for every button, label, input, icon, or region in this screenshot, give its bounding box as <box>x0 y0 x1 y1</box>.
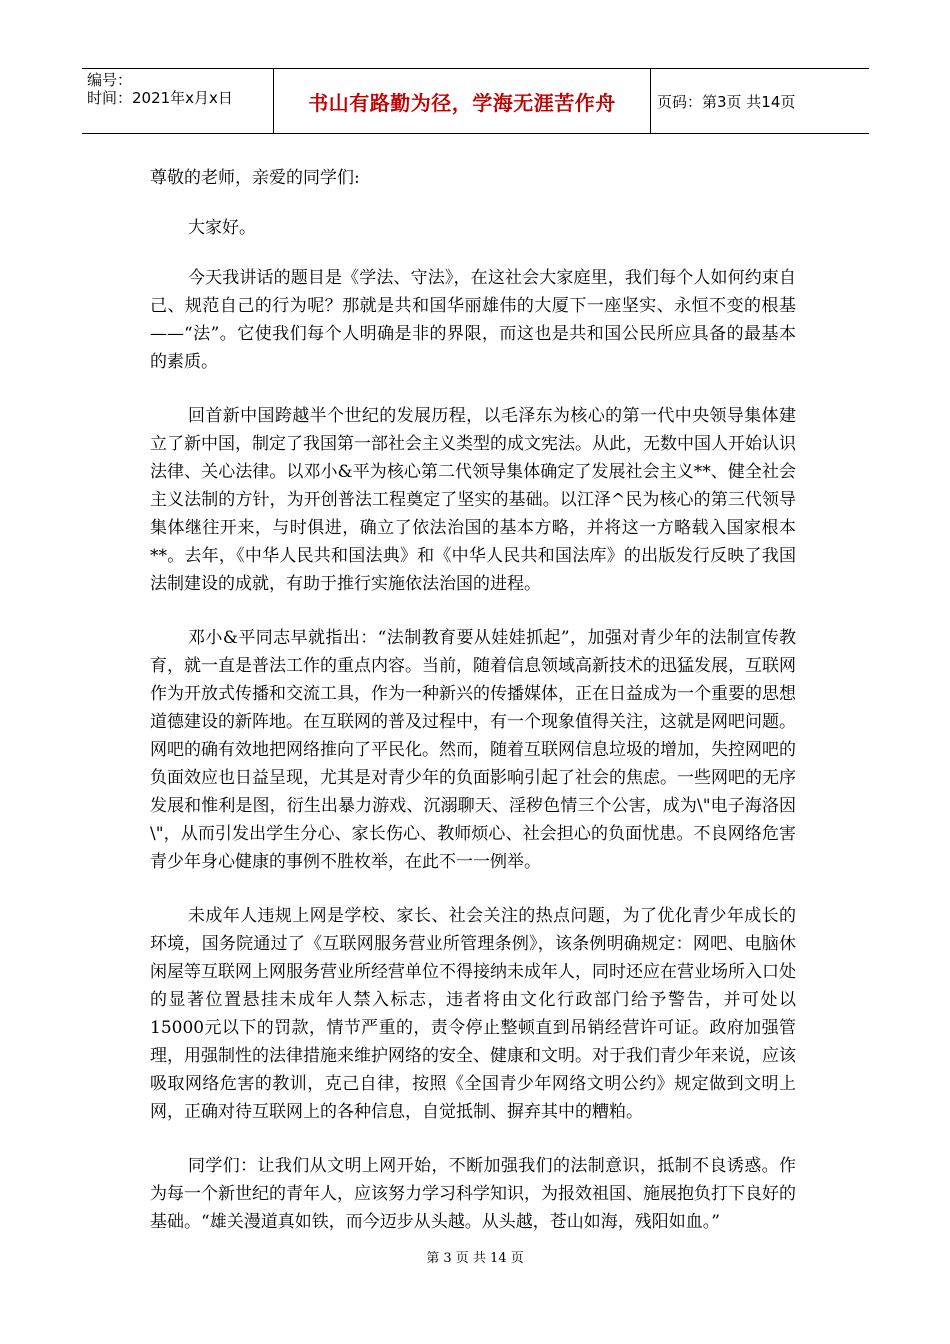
header-motto: 书山有路勤为径，学海无涯苦作舟 <box>308 90 616 115</box>
paragraph-topic: 今天我讲话的题目是《学法、守法》，在这社会大家庭里，我们每个人如何约束自己、规范自己的行为呢？那就是共和国华丽雄伟的大厦下一座坚实、永恒不变的根基——“法”。它使我们每个人明确是非的界限，而这也是共和国公民所应具备的最基本的素质。 <box>150 268 796 372</box>
header-page-cell <box>651 69 869 133</box>
page-footer: 第 3 页 共 14 页 <box>426 1251 524 1266</box>
serial-label: 编号： <box>87 71 133 89</box>
page-header <box>82 68 869 134</box>
paragraph-regulation: 未成年人违规上网是学校、家长、社会关注的热点问题，为了优化青少年成长的环境，国务院通过了《互联网服务营业所管理条例》，该条例明确规定：网吧、电脑休闲屋等互联网上网服务营业所经营单位不得接纳未成年人，同时还应在营业场所入口处的显著位置悬挂未成年人禁入标志，违者将由文化行政部门给予警告，并可处以15000元以下的罚款，情节严重的，责令停止整顿直到吊销经营许可证。政府加强管理，用强制性的法律措施来维护网络的安全、健康和文明。对于我们青少年来说，应该吸取网络危害的教训，克己自律，按照《全国青少年网络文明公约》规定做到文明上网，正确对待互联网上的各种信息，自觉抵制、摒弃其中的糟粕。 <box>150 906 796 1122</box>
paragraph-history: 回首新中国跨越半个世纪的发展历程，以毛泽东为核心的第一代中央领导集体建立了新中国，制定了我国第一部社会主义类型的成文宪法。从此，无数中国人开始认识法律、关心法律。以邓小&平为核心第二代领导集体确定了发展社会主义**、健全社会主义法制的方针，为开创普法工程奠定了坚实的基础。以江泽^民为核心的第三代领导集体继往开来，与时俱进，确立了依法治国的基本方略，并将这一方略载入国家根本**。去年，《中华人民共和国法典》和《中华人民共和国法库》的出版发行反映了我国法制建设的成就，有助于推行实施依法治国的进程。 <box>150 406 796 594</box>
speech-body <box>150 164 796 1262</box>
paragraph-internet-cafe: 邓小&平同志早就指出：“法制教育要从娃娃抓起”，加强对青少年的法制宣传教育，就一直是普法工作的重点内容。当前，随着信息领域高新技术的迅猛发展，互联网作为开放式传播和交流工具，作为一种新兴的传播媒体，正在日益成为一个重要的思想道德建设的新阵地。在互联网的普及过程中，有一个现象值得关注，这就是网吧问题。网吧的确有效地把网络推向了平民化。然而，随着互联网信息垃圾的增加，失控网吧的负面效应也日益呈现，尤其是对青少年的负面影响引起了社会的焦虑。一些网吧的无序发展和惟利是图，衍生出暴力游戏、沉溺聊天、淫秽色情三个公害，成为\"电子海洛因\"，从而引发出学生分心、家长伤心、教师烦心、社会担心的负面忧患。不良网络危害青少年身心健康的事例不胜枚举，在此不一一例举。 <box>150 628 796 872</box>
header-info-cell <box>82 69 274 133</box>
greeting: 大家好。 <box>188 218 256 238</box>
header-motto-cell <box>274 69 651 133</box>
salutation: 尊敬的老师，亲爱的同学们: <box>150 168 360 188</box>
header-page-info: 页码：第3页 共14页 <box>657 92 796 111</box>
paragraph-closing: 同学们：让我们从文明上网开始，不断加强我们的法制意识，抵制不良诱惑。作为每一个新世纪的青年人，应该努力学习科学知识，为报效祖国、施展抱负打下良好的基础。“雄关漫道真如铁，而今迈步从头越。从头越，苍山如海，残阳如血。” <box>150 1156 796 1232</box>
time-label: 时间：2021年x月x日 <box>87 89 233 107</box>
